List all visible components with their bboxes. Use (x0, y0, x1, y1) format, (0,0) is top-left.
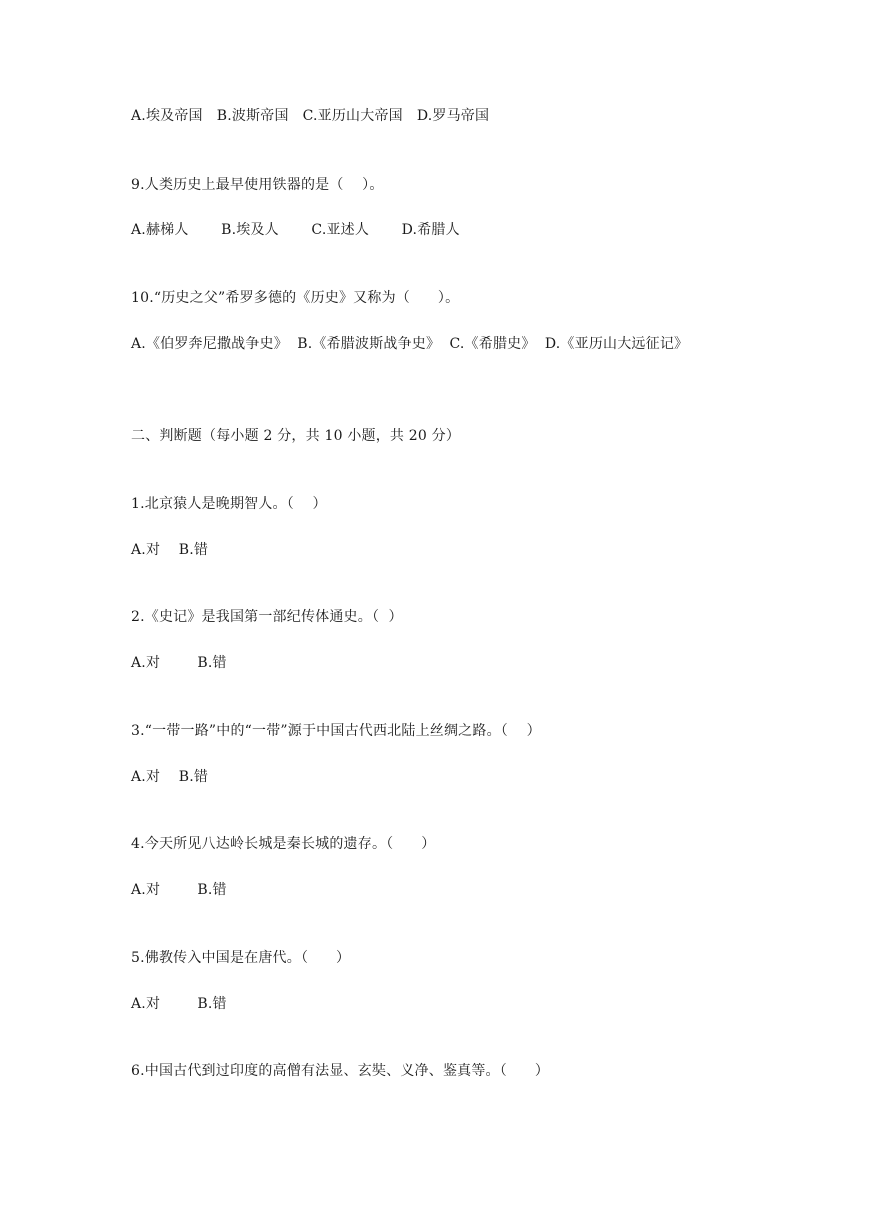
tf-question-3-options: A.对 B.错 (131, 769, 209, 785)
q8-options: A.埃及帝国 B.波斯帝国 C.亚历山大帝国 D.罗马帝国 (131, 108, 490, 124)
tf-question-2-stem: 2.《史记》是我国第一部纪传体通史。（ ） (131, 609, 403, 625)
q10-stem: 10.“历史之父”希罗多德的《历史》又称为（ ）。 (131, 290, 460, 306)
tf-question-1-options: A.对 B.错 (131, 542, 209, 558)
tf-question-4-options: A.对 B.错 (131, 882, 227, 898)
tf-question-3-stem: 3.“一带一路”中的“一带”源于中国古代西北陆上丝绸之路。（ ） (131, 723, 541, 739)
tf-question-6-stem: 6.中国古代到过印度的高僧有法显、玄奘、义净、鉴真等。（ ） (131, 1063, 550, 1079)
tf-question-4-stem: 4.今天所见八达岭长城是秦长城的遗存。（ ） (131, 836, 436, 852)
q9-stem: 9.人类历史上最早使用铁器的是（ ）。 (131, 177, 384, 193)
tf-question-2-options: A.对 B.错 (131, 655, 227, 671)
q10-options: A.《伯罗奔尼撒战争史》 B.《希腊波斯战争史》 C.《希腊史》 D.《亚历山大远征记》 (131, 336, 689, 352)
q9-options: A.赫梯人 B.埃及人 C.亚述人 D.希腊人 (131, 222, 460, 238)
tf-question-5-options: A.对 B.错 (131, 996, 227, 1012)
tf-question-5-stem: 5.佛教传入中国是在唐代。（ ） (131, 950, 351, 966)
tf-question-1-stem: 1.北京猿人是晚期智人。（ ） (131, 496, 327, 512)
section-heading: 二、判断题（每小题 2 分，共 10 小题，共 20 分） (131, 428, 461, 444)
